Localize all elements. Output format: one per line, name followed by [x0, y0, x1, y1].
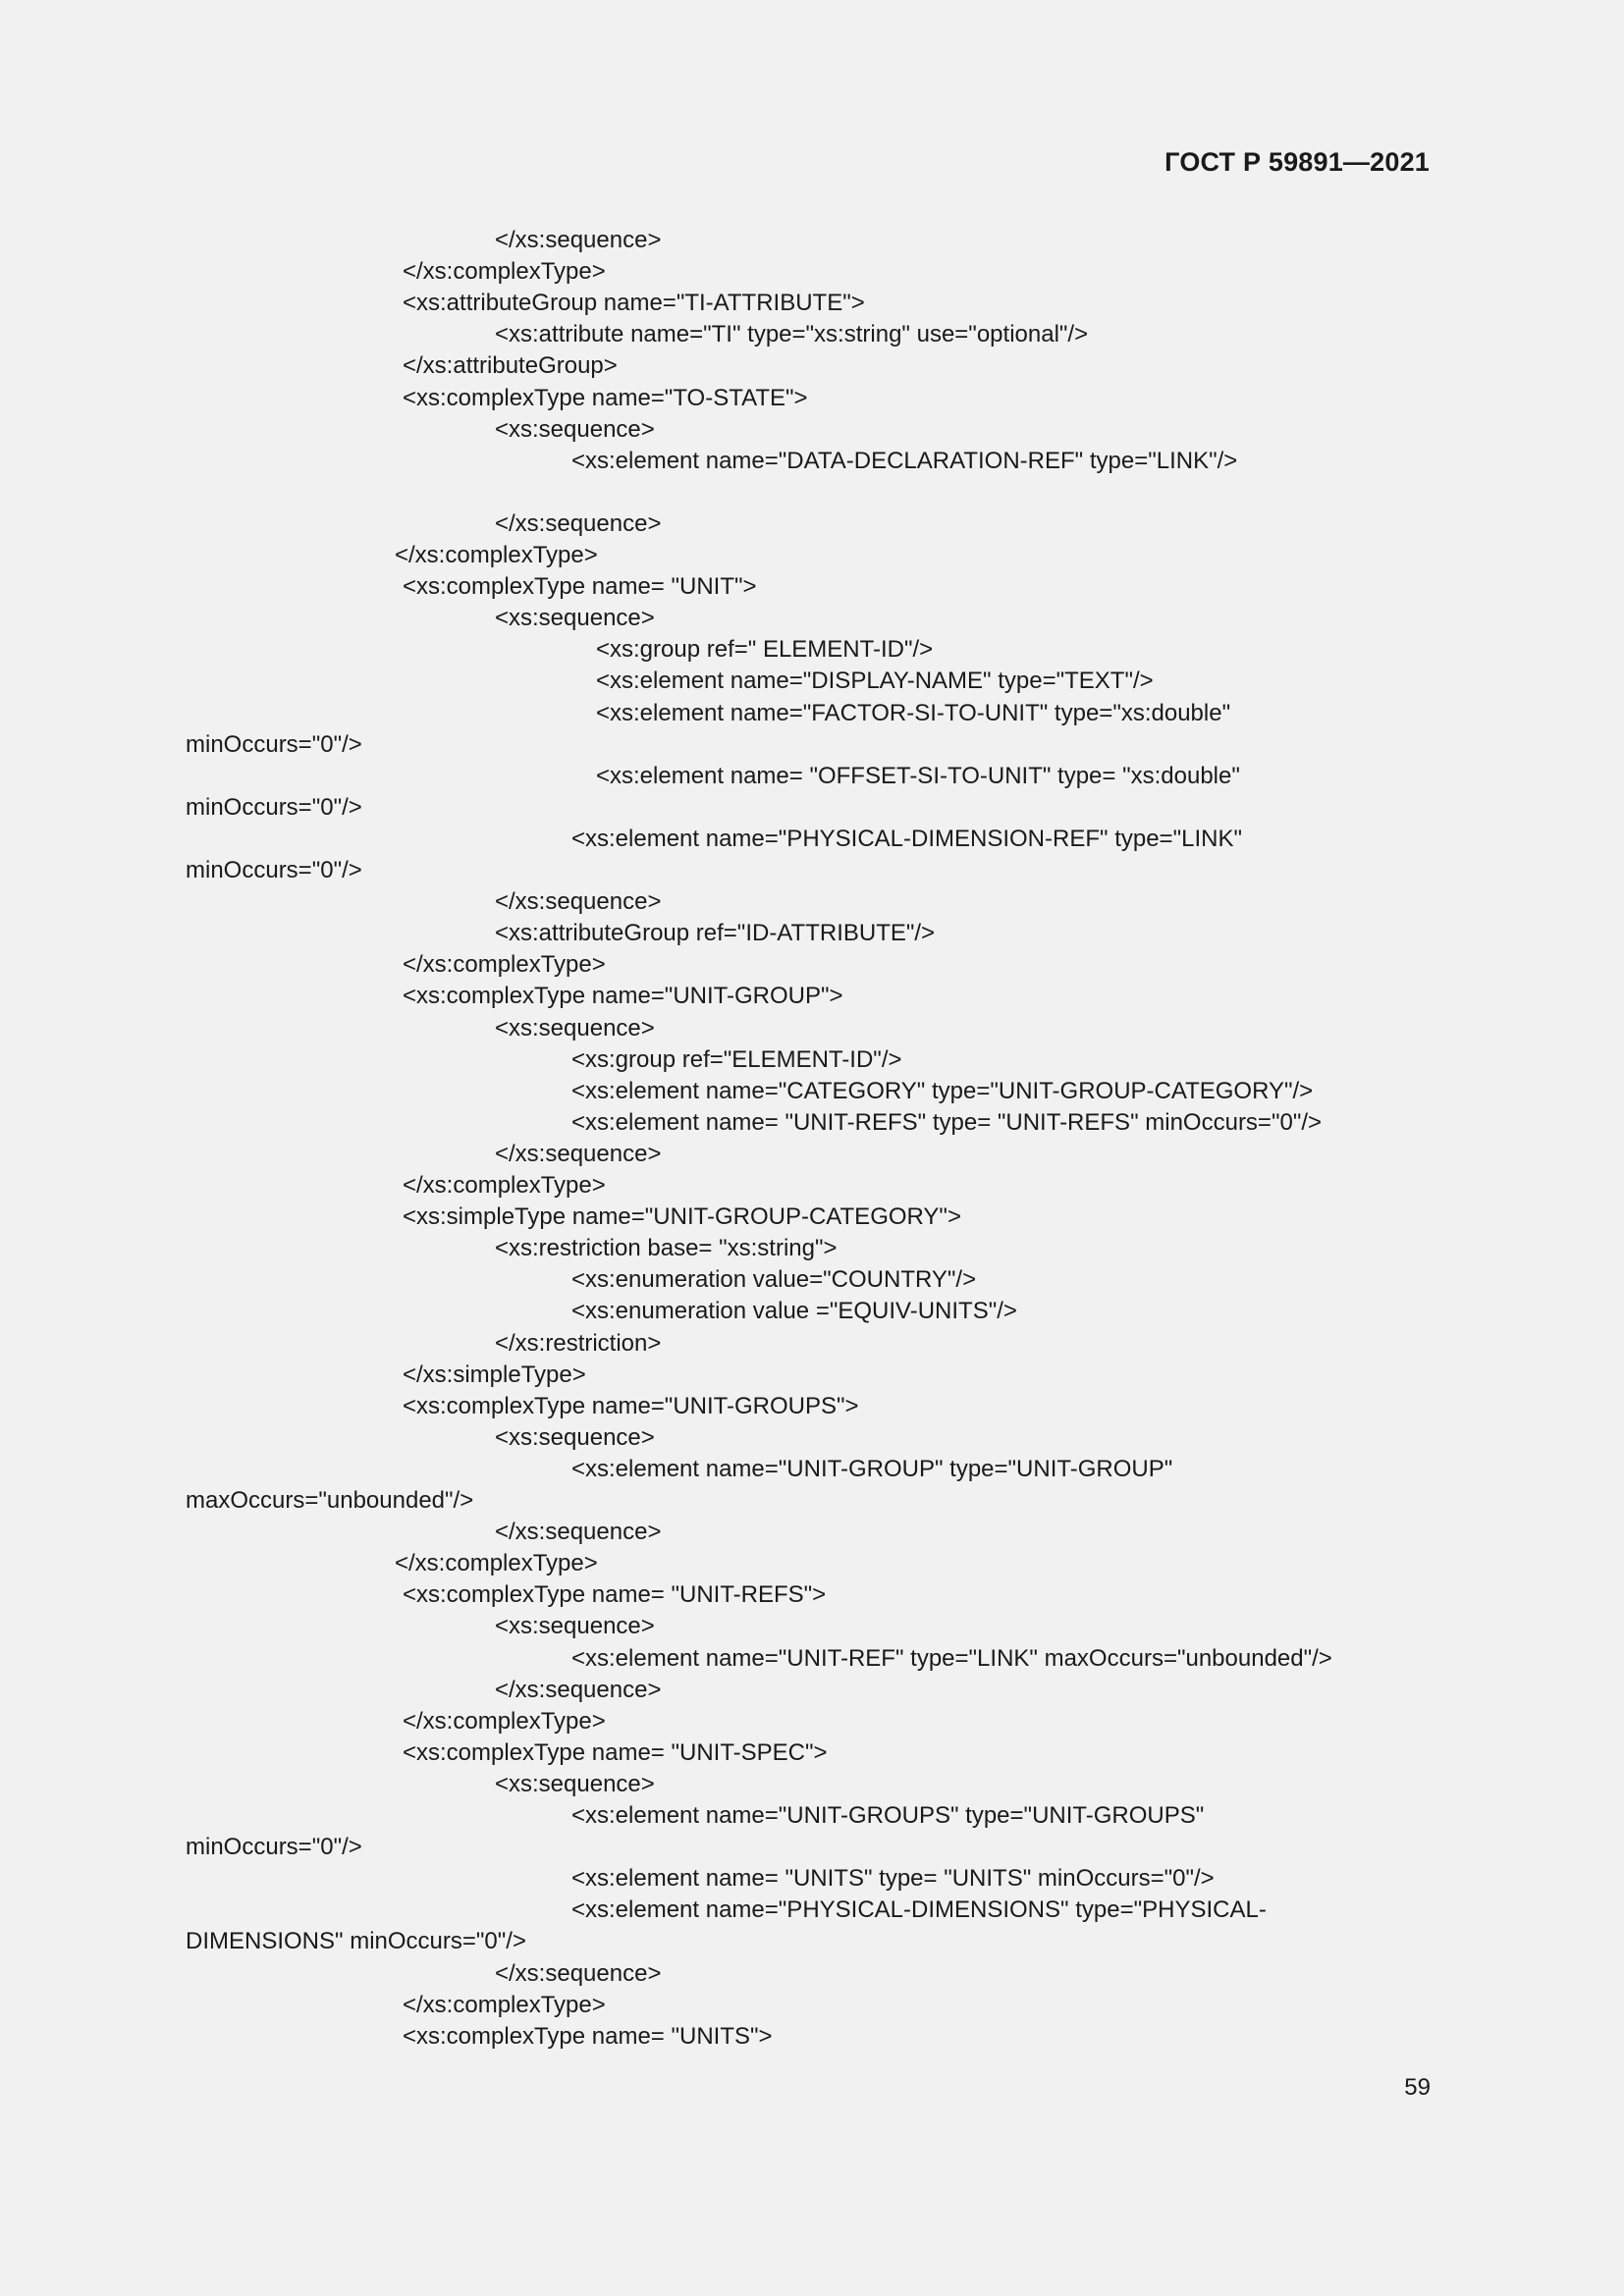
code-line: <xs:attributeGroup ref="ID-ATTRIBUTE"/> — [495, 920, 936, 946]
code-line: </xs:complexType> — [403, 951, 606, 978]
code-line: </xs:complexType> — [395, 542, 598, 568]
code-line: <xs:sequence> — [495, 1613, 655, 1639]
code-line: <xs:sequence> — [495, 1771, 655, 1797]
code-line: DIMENSIONS" minOccurs="0"/> — [186, 1928, 526, 1954]
code-line: </xs:sequence> — [495, 1519, 662, 1545]
code-line: <xs:sequence> — [495, 416, 655, 443]
code-line: <xs:sequence> — [495, 605, 655, 631]
code-line: <xs:group ref=" ELEMENT-ID"/> — [596, 636, 934, 663]
code-line: maxOccurs="unbounded"/> — [186, 1487, 474, 1514]
code-line: minOccurs="0"/> — [186, 731, 362, 758]
code-line: <xs:complexType name= "UNIT"> — [403, 573, 757, 600]
code-line: minOccurs="0"/> — [186, 794, 362, 821]
code-line: </xs:complexType> — [403, 258, 606, 285]
code-line: <xs:complexType name= "UNIT-REFS"> — [403, 1581, 827, 1608]
code-line: <xs:sequence> — [495, 1015, 655, 1041]
code-line: </xs:attributeGroup> — [403, 352, 618, 379]
code-line: <xs:element name= "UNIT-REFS" type= "UNIT-REFS" minOccurs="0"/> — [571, 1109, 1323, 1136]
code-line: <xs:sequence> — [495, 1424, 655, 1451]
code-line: </xs:sequence> — [495, 1677, 662, 1703]
code-line: <xs:simpleType name="UNIT-GROUP-CATEGORY"> — [403, 1203, 961, 1230]
code-line: <xs:attribute name="TI" type="xs:string" use="optional"/> — [495, 321, 1089, 347]
code-line: <xs:element name="DATA-DECLARATION-REF" type="LINK"/> — [571, 448, 1238, 474]
code-line: <xs:complexType name="TO-STATE"> — [403, 385, 808, 411]
code-line: </xs:complexType> — [403, 1708, 606, 1735]
code-line: <xs:element name="CATEGORY" type="UNIT-GROUP-CATEGORY"/> — [571, 1078, 1314, 1104]
code-line: <xs:element name= "UNITS" type= "UNITS" minOccurs="0"/> — [571, 1865, 1215, 1892]
code-line: minOccurs="0"/> — [186, 857, 362, 883]
code-line: <xs:complexType name="UNIT-GROUP"> — [403, 983, 843, 1009]
code-line: <xs:complexType name= "UNITS"> — [403, 2023, 773, 2050]
code-line: <xs:element name= "OFFSET-SI-TO-UNIT" type= "xs:double" — [596, 763, 1240, 789]
code-line: <xs:attributeGroup name="TI-ATTRIBUTE"> — [403, 290, 865, 316]
code-line: </xs:sequence> — [495, 1960, 662, 1987]
code-line: <xs:element name="PHYSICAL-DIMENSIONS" type="PHYSICAL- — [571, 1896, 1267, 1923]
code-line: </xs:complexType> — [395, 1550, 598, 1576]
code-line: <xs:group ref="ELEMENT-ID"/> — [571, 1046, 902, 1073]
code-line: <xs:restriction base= "xs:string"> — [495, 1235, 838, 1261]
code-line: <xs:complexType name= "UNIT-SPEC"> — [403, 1739, 828, 1766]
page-number: 59 — [1404, 2074, 1431, 2101]
code-line: </xs:sequence> — [495, 888, 662, 915]
code-line: <xs:element name="UNIT-GROUPS" type="UNIT-GROUPS" — [571, 1802, 1205, 1829]
code-line: <xs:enumeration value="COUNTRY"/> — [571, 1266, 977, 1293]
code-line: <xs:enumeration value ="EQUIV-UNITS"/> — [571, 1298, 1017, 1324]
document-header: ГОСТ Р 59891—2021 — [1164, 147, 1430, 177]
code-line: </xs:sequence> — [495, 510, 662, 537]
code-line: <xs:element name="FACTOR-SI-TO-UNIT" type="xs:double" — [596, 700, 1231, 726]
code-line: <xs:element name="UNIT-GROUP" type="UNIT-GROUP" — [571, 1456, 1173, 1482]
code-line: <xs:element name="DISPLAY-NAME" type="TEXT"/> — [596, 667, 1154, 694]
code-line: </xs:restriction> — [495, 1330, 662, 1357]
code-line: </xs:sequence> — [495, 227, 662, 253]
code-line: minOccurs="0"/> — [186, 1834, 362, 1860]
code-line: <xs:element name="PHYSICAL-DIMENSION-REF" type="LINK" — [571, 826, 1242, 852]
code-line: </xs:simpleType> — [403, 1362, 586, 1388]
code-line: </xs:complexType> — [403, 1992, 606, 2018]
code-line: <xs:complexType name="UNIT-GROUPS"> — [403, 1393, 859, 1419]
code-line: <xs:element name="UNIT-REF" type="LINK" maxOccurs="unbounded"/> — [571, 1645, 1332, 1672]
code-line: </xs:sequence> — [495, 1141, 662, 1167]
code-line: </xs:complexType> — [403, 1172, 606, 1199]
